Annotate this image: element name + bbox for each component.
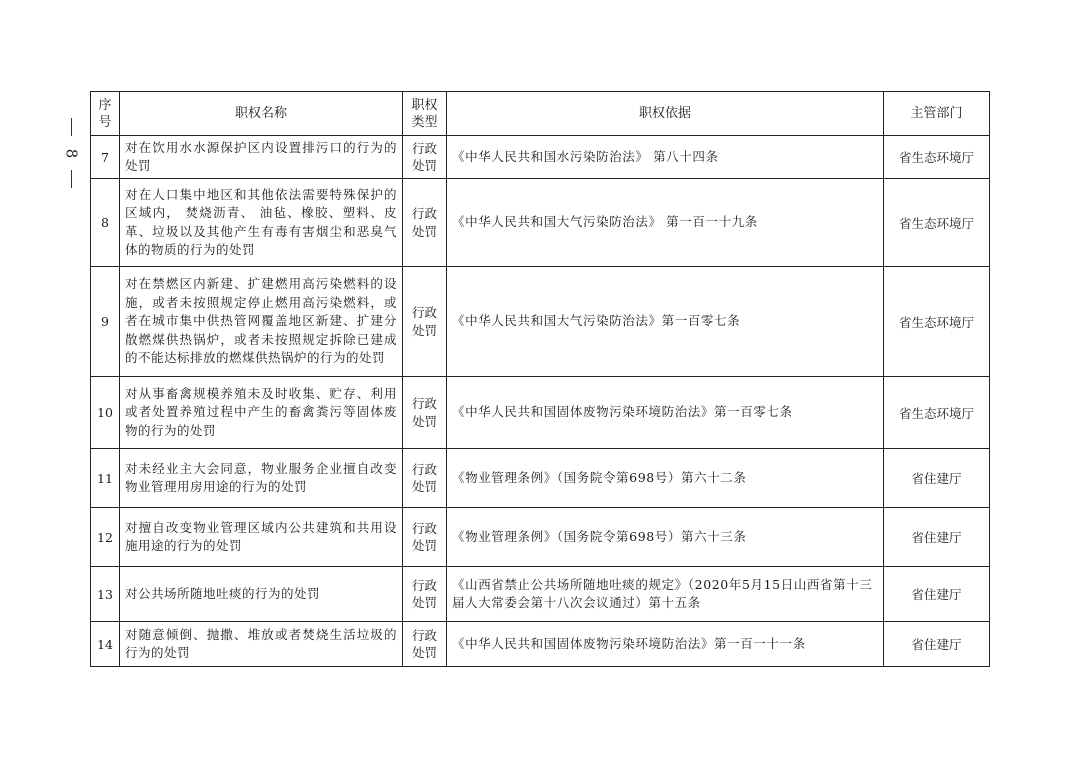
row-dept: 省生态环境厅: [884, 136, 990, 179]
page-number-dash-top: [71, 118, 72, 136]
row-no: 7: [91, 136, 120, 179]
row-dept: 省住建厅: [884, 567, 990, 622]
row-type: 行政处罚: [403, 136, 447, 179]
row-no: 9: [91, 267, 120, 377]
header-dept: 主管部门: [884, 92, 990, 136]
row-no: 14: [91, 622, 120, 667]
page-number-value: 8: [62, 148, 81, 158]
row-basis: 《物业管理条例》（国务院令第698号）第六十三条: [447, 508, 884, 567]
row-name: 对随意倾倒、抛撒、堆放或者焚烧生活垃圾的行为的处罚: [120, 622, 403, 667]
row-type: 行政处罚: [403, 622, 447, 667]
row-name: 对公共场所随地吐痰的行为的处罚: [120, 567, 403, 622]
row-basis: 《物业管理条例》（国务院令第698号）第六十二条: [447, 449, 884, 508]
row-no: 8: [91, 179, 120, 267]
row-type: 行政处罚: [403, 377, 447, 449]
row-dept: 省住建厅: [884, 449, 990, 508]
table-row: [91, 449, 990, 508]
row-basis: 《山西省禁止公共场所随地吐痰的规定》（2020年5月15日山西省第十三届人大常委会第十八次会议通过）第十五条: [447, 567, 884, 622]
row-name: 对从事畜禽规模养殖未及时收集、贮存、利用或者处置养殖过程中产生的畜禽粪污等固体废物的行为的处罚: [120, 377, 403, 449]
table-row: [91, 267, 990, 377]
row-type: 行政处罚: [403, 267, 447, 377]
row-basis: 《中华人民共和国固体废物污染环境防治法》第一百零七条: [447, 377, 884, 449]
table-row: [91, 508, 990, 567]
header-type: 职权类型: [403, 92, 447, 136]
row-type: 行政处罚: [403, 508, 447, 567]
table-header-row: [91, 92, 990, 136]
row-dept: 省住建厅: [884, 508, 990, 567]
header-basis: 职权依据: [447, 92, 884, 136]
row-name: 对在禁燃区内新建、扩建燃用高污染燃料的设施，或者未按照规定停止燃用高污染燃料，或者在城市集中供热管网覆盖地区新建、扩建分散燃煤供热锅炉，或者未按照规定拆除已建成的不能达标排放的燃煤供热锅炉的行为的处罚: [120, 267, 403, 377]
table-row: [91, 622, 990, 667]
row-basis: 《中华人民共和国水污染防治法》 第八十四条: [447, 136, 884, 179]
row-no: 13: [91, 567, 120, 622]
row-name: 对擅自改变物业管理区域内公共建筑和共用设施用途的行为的处罚: [120, 508, 403, 567]
page-number: [62, 118, 80, 188]
row-basis: 《中华人民共和国固体废物污染环境防治法》第一百一十一条: [447, 622, 884, 667]
row-no: 12: [91, 508, 120, 567]
header-no: 序号: [91, 92, 120, 136]
row-name: 对未经业主大会同意，物业服务企业擅自改变物业管理用房用途的行为的处罚: [120, 449, 403, 508]
table-row: [91, 136, 990, 179]
row-no: 10: [91, 377, 120, 449]
row-basis: 《中华人民共和国大气污染防治法》第一百零七条: [447, 267, 884, 377]
row-dept: 省生态环境厅: [884, 377, 990, 449]
row-dept: 省住建厅: [884, 622, 990, 667]
row-no: 11: [91, 449, 120, 508]
row-dept: 省生态环境厅: [884, 267, 990, 377]
table-row: [91, 567, 990, 622]
row-type: 行政处罚: [403, 567, 447, 622]
table-row: [91, 377, 990, 449]
row-dept: 省生态环境厅: [884, 179, 990, 267]
table-row: [91, 179, 990, 267]
row-name: 对在饮用水水源保护区内设置排污口的行为的处罚: [120, 136, 403, 179]
page-number-dash-bottom: [71, 170, 72, 188]
header-name: 职权名称: [120, 92, 403, 136]
row-type: 行政处罚: [403, 449, 447, 508]
powers-table: [90, 91, 990, 667]
row-basis: 《中华人民共和国大气污染防治法》 第一百一十九条: [447, 179, 884, 267]
row-name: 对在人口集中地区和其他依法需要特殊保护的区域内， 焚烧沥青、 油毡、橡胶、塑料、皮革、垃圾以及其他产生有毒有害烟尘和恶臭气体的物质的行为的处罚: [120, 179, 403, 267]
row-type: 行政处罚: [403, 179, 447, 267]
